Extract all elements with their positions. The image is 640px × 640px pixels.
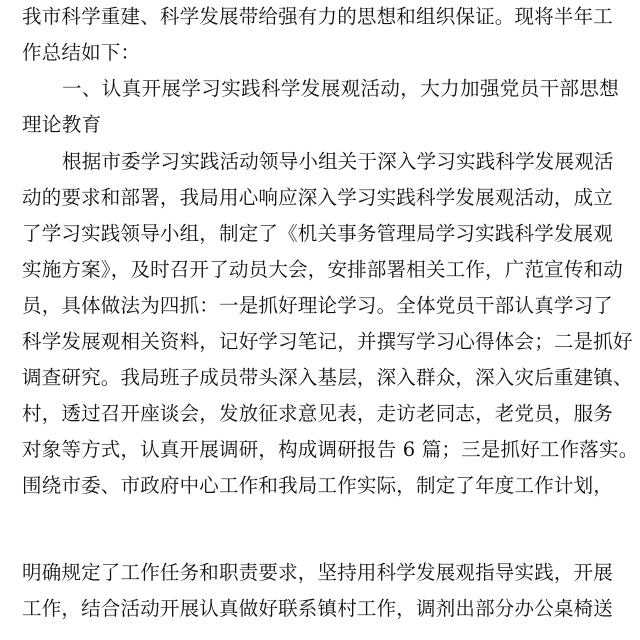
text-line: 我市科学重建、科学发展带给强有力的思想和组织保证。现将半年工 — [22, 5, 614, 28]
paragraph-line: 村，透过召开座谈会，发放征求意见表，走访老同志，老党员，服务 — [22, 402, 614, 425]
text-line: 作总结如下： — [22, 41, 141, 64]
paragraph-line: 了学习实践领导小组，制定了《机关事务管理局学习实践科学发展观 — [22, 222, 614, 245]
paragraph-line: 实施方案》，及时召开了动员大会，安排部署相关工作，广范宣传和动 — [22, 258, 623, 281]
paragraph-line: 明确规定了工作任务和职责要求，坚持用科学发展观指导实践，开展 — [22, 561, 614, 584]
paragraph-line: 动的要求和部署，我局用心响应深入学习实践科学发展观活动，成立 — [22, 186, 614, 209]
paragraph-line: 对象等方式，认真开展调研，构成调研报告 6 篇；三是抓好工作落实。 — [22, 438, 639, 461]
paragraph-line: 围绕市委、市政府中心工作和我局工作实际，制定了年度工作计划， — [22, 474, 614, 497]
paragraph-line: 工作，结合活动开展认真做好联系镇村工作，调剂出部分办公桌椅送 — [22, 597, 614, 620]
section-heading: 一、认真开展学习实践科学发展观活动，大力加强党员干部思想 — [62, 77, 620, 100]
paragraph-line: 调查研究。我局班子成员带头深入基层，深入群众，深入灾后重建镇、 — [22, 366, 633, 389]
paragraph-line: 员，具体做法为四抓：一是抓好理论学习。全体党员干部认真学习了 — [22, 294, 614, 317]
paragraph-line: 根据市委学习实践活动领导小组关于深入学习实践科学发展观活 — [62, 150, 614, 173]
section-heading: 理论教育 — [22, 113, 102, 136]
paragraph-line: 科学发展观相关资料，记好学习笔记，并撰写学习心得体会；二是抓好 — [22, 330, 633, 353]
